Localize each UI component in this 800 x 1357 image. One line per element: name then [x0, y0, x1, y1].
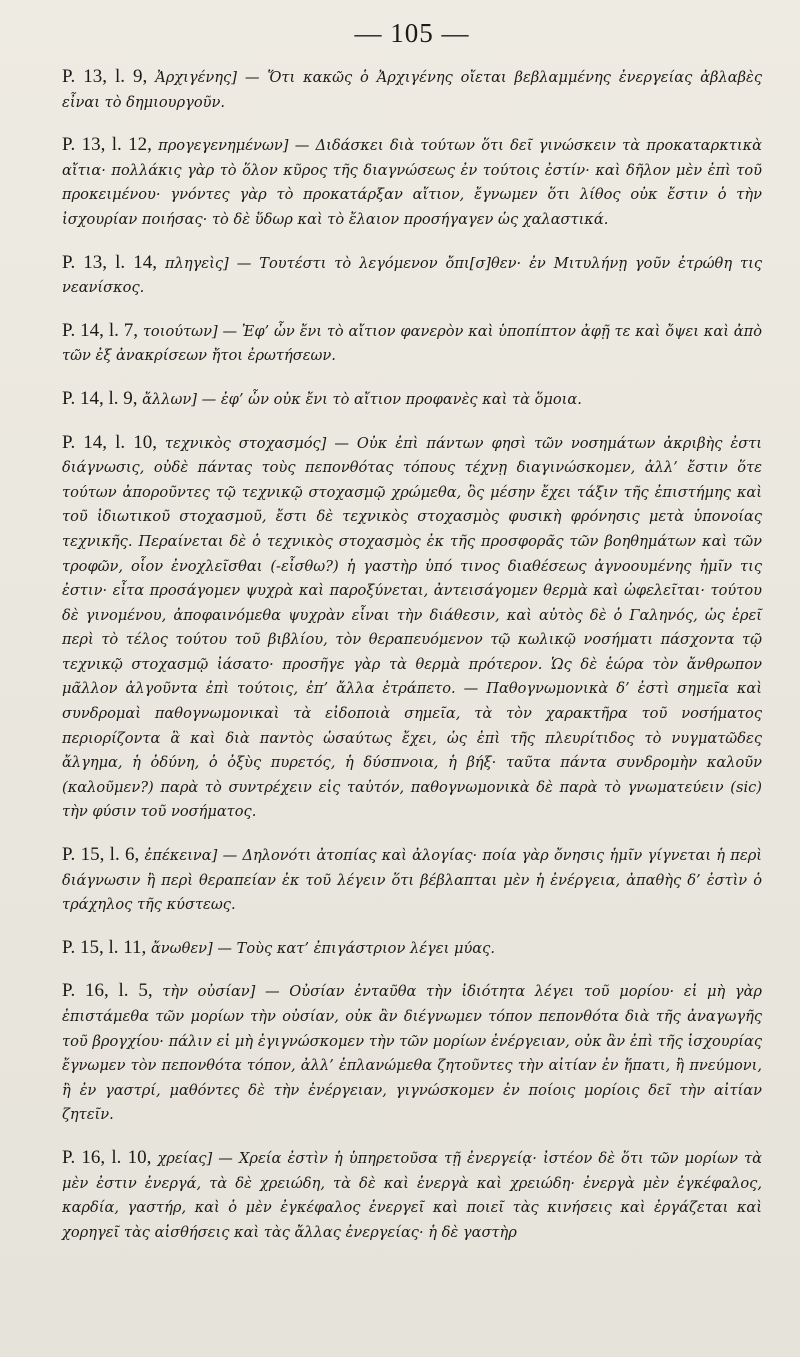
entry-reference: P. 15, l. 11, — [62, 936, 147, 958]
entry-text: — Διδάσκει διὰ τούτων ὅτι δεῖ γινώσκειν τὰ προκαταρκτικὰ αἴτια· πολλάκις γὰρ τὸ ὅλον κῦρος τῆς διαγνώσεως ἐν τούτοις ἐστίν· καὶ δῆλον μὲν ἐπὶ τοῦ προκειμένου· γνόντες γὰρ τὸ προκατάρξαν αἴτιον, ἔγνωμεν ὅτι λίθος οὐκ ἔστιν ὁ τὴν ἰσχουρίαν ποιήσας· τὸ δὲ ὕδωρ καὶ τὸ ἔλαιον προσήγαγεν ὡς χαλαστικά. — [62, 137, 762, 228]
commentary-entry — [62, 319, 762, 369]
commentary-entry — [62, 843, 762, 918]
entry-text: — Ἐφ’ ὧν ἔνι τὸ αἴτιον φανερὸν καὶ ὑποπίπτον ἀφῇ τε καὶ ὄψει καὶ ἀπὸ τῶν ἐξ ἀνακρίσεων ἤτοι ἐρωτήσεων. — [62, 322, 763, 365]
entry-text: — Τουτέστι τὸ λεγόμενον ὄπι[σ]θεν· ἐν Μιτυλήνῃ γοῦν ἐτρώθη τις νεανίσκος. — [62, 254, 763, 297]
entry-reference: P. 15, l. 6, — [62, 844, 140, 866]
entry-lemma: τεχνικὸς στοχασμός] — [164, 434, 327, 452]
entry-lemma: τὴν οὐσίαν] — [162, 983, 256, 1001]
entry-text: — Δηλονότι ἀτοπίας καὶ ἀλογίας· ποία γὰρ ὄνησις ἡμῖν γίγνεται ἡ περὶ διάγνωσιν ἢ περὶ θεραπείαν ἐκ τοῦ λέγειν ὅτι βέβλαπται μὲν ἡ ἐνέργεια, ἀπαθὴς δ’ ἐστὶν ὁ τράχηλος τῆς κύστεως. — [62, 847, 763, 914]
entry-lemma: πληγεὶς] — [164, 254, 229, 272]
entry-text: — ἐφ’ ὧν οὐκ ἔνι τὸ αἴτιον προφανὲς καὶ τὰ ὅμοια. — [201, 390, 582, 408]
commentary-entry — [62, 1146, 762, 1245]
page-number: — 105 — — [354, 18, 470, 48]
entry-text: — Οὐκ ἐπὶ πάντων φησὶ τῶν νοσημάτων ἀκριβὴς ἐστι διάγνωσις, οὐδὲ πάντας τοὺς πεπονθότας τόπους τέχνῃ διαγινώσκομεν, ἀλλ’ ἔστιν ὅτε τούτων ἀποροῦντες τῷ τεχνικῷ στοχασμῷ χρώμεθα, ὃς μέσην ἔχει τάξιν τῆς ἐπιστήμης καὶ τοῦ ἰδιωτικοῦ στοχασμοῦ, ἔστι δὲ τεχνικὸς στοχασμὸς φυσικὴ φρόνησις μετὰ ὑπονοίας τεχνικῆς. Περαίνεται δὲ ὁ τεχνικὸς στοχασμὸς ἐκ τῆς προσφορᾶς τῶν βοηθημάτων καὶ τῶν τροφῶν, οἷον ἐνοχλεῖσθαι (-εἶσθω?) ἡ γαστὴρ ὑπό τινος διαθέσεως ἀγνοουμένης ἡμῖν τις ἐστιν· εἶτα προσάγομεν ψυχρὰ καὶ παροξύνεται, ἀντεισάγομεν θερμὰ καὶ ὠφελεῖται· τούτου δὲ γινομένου, ἀποφαινόμεθα ψυχρὰν εἶναι τὴν διάθεσιν, καὶ αὐτὸς δὲ ὁ Γαληνός, ὡς ἐρεῖ περὶ τὸ τέλος τούτου τοῦ βιβλίου, τὸν θεραπευόμενον τῷ κωλικῷ νοσήματι πάσχοντα τῷ τεχνικῷ στοχασμῷ ἰάσατο· προσῆγε γὰρ τὰ θερμὰ πρότερον. Ὡς δὲ ἑώρα τὸν ἄνθρωπον μᾶλλον ἀλγοῦντα ἐπὶ τούτοις, ἐπ’ ἄλλα ἐτράπετο. — Παθογνωμονικὰ δ’ ἐστὶ σημεῖα καὶ συνδρομαὶ παθογνωμονικαὶ τὰ εἰδοποιὰ σημεῖα, τὰ τὸν χαρακτῆρα τοῦ νοσήματος περιορίζοντα ἃ καὶ διὰ παντὸς ὡσαύτως ἔχει, ὡς ἐπὶ τῆς πλευρίτιδος τὸ νυγματῶδες ἄλγημα, ἡ ὀδύνη, ὁ ὀξὺς πυρετός, ἡ δύσπνοια, ἡ βήξ· ταῦτα πάντα συνδρομὴν καλοῦν (καλοῦμεν?) παρὰ τὸ συντρέχειν εἰς ταὐτόν, παθογνωμονικὰ δὲ παρὰ τὸ γνωματεύειν (sic) τὴν φύσιν τοῦ νοσήματος. — [62, 434, 763, 821]
entry-text: — Χρεία ἐστὶν ἡ ὑπηρετοῦσα τῇ ἐνεργείᾳ· ἰστέον δὲ ὅτι τῶν μορίων τὰ μὲν ἐστιν ἐνεργά, τὰ δὲ χρειώδη, τὰ δὲ καὶ ἐνεργὰ καὶ χρειώδη· ἐνεργὰ μὲν ἐγκέφαλος, καρδία, γαστήρ, καὶ ὁ μὲν ἐγκέφαλος ἐνεργεῖ καὶ ποιεῖ τὰς κινήσεις καὶ ἐργάζεται καὶ χορηγεῖ τὰς αἰσθήσεις καὶ τὰς ἄλλας ἐνεργείας· ἡ δὲ γαστὴρ — [62, 1149, 763, 1241]
commentary-entry — [62, 936, 762, 962]
entry-lemma: ἄνωθεν] — [150, 939, 213, 957]
commentary-entry — [62, 133, 762, 232]
entry-lemma: χρείας] — [157, 1149, 213, 1167]
entry-text: — Οὐσίαν ἐνταῦθα τὴν ἰδιότητα λέγει τοῦ μορίου· εἰ μὴ γὰρ ἐπιστάμεθα τῶν μορίων τὴν οὐσίαν, οὐκ ἂν διέγνωμεν τόπον πεπονθότα διὰ τῆς ἀναγωγῆς τοῦ βρογχίου· πάλιν εἰ μὴ ἐγιγνώσκομεν τὴν τῶν μορίων ἐνέργειαν, οὐκ ἂν ἐπὶ τῆς ἰσχουρίας ἔγνωμεν τὸν πεπονθότα τόπον, ἀλλ’ ἐπλανώμεθα ζητοῦντες τὴν αἰτίαν ἐν ἥπατι, ἢ πνεύμονι, ἢ ἐν γαστρί, μαθόντες δὲ τὴν ἐνέργειαν, γιγνώσκομεν ἐν ποίοις μορίοις δεῖ τὴν αἰτίαν ζητεῖν. — [62, 983, 763, 1124]
entry-reference: P. 13, l. 12, — [62, 134, 152, 156]
entry-lemma: Ἀρχιγένης] — [155, 69, 237, 86]
entry-reference: P. 16, l. 10, — [62, 1146, 152, 1168]
entry-text: — Τοὺς κατ’ ἐπιγάστριον λέγει μύας. — [217, 939, 495, 957]
entry-reference: P. 13, l. 9, — [62, 66, 148, 87]
entry-reference: P. 14, l. 9, — [62, 387, 138, 409]
commentary-entry — [62, 65, 762, 115]
entry-reference: P. 14, l. 10, — [62, 431, 157, 453]
commentary-entry — [62, 431, 762, 826]
entry-reference: P. 14, l. 7, — [62, 319, 139, 341]
commentary-entry — [62, 251, 762, 301]
entry-reference: P. 13, l. 14, — [62, 251, 157, 273]
entry-lemma: τοιούτων] — [142, 322, 218, 340]
entry-lemma: ἐπέκεινα] — [144, 847, 218, 865]
entry-lemma: ἄλλων] — [142, 390, 197, 408]
entry-lemma: προγεγενημένων] — [158, 137, 289, 155]
commentary-entry — [62, 979, 762, 1128]
entry-text: — Ὅτι κακῶς ὁ Ἀρχιγένης οἴεται βεβλαμμένης ἐνεργείας ἀβλαβὲς εἶναι τὸ δημιουργοῦν. — [62, 69, 763, 111]
commentary-entry — [62, 387, 762, 413]
entry-reference: P. 16, l. 5, — [62, 980, 153, 1002]
